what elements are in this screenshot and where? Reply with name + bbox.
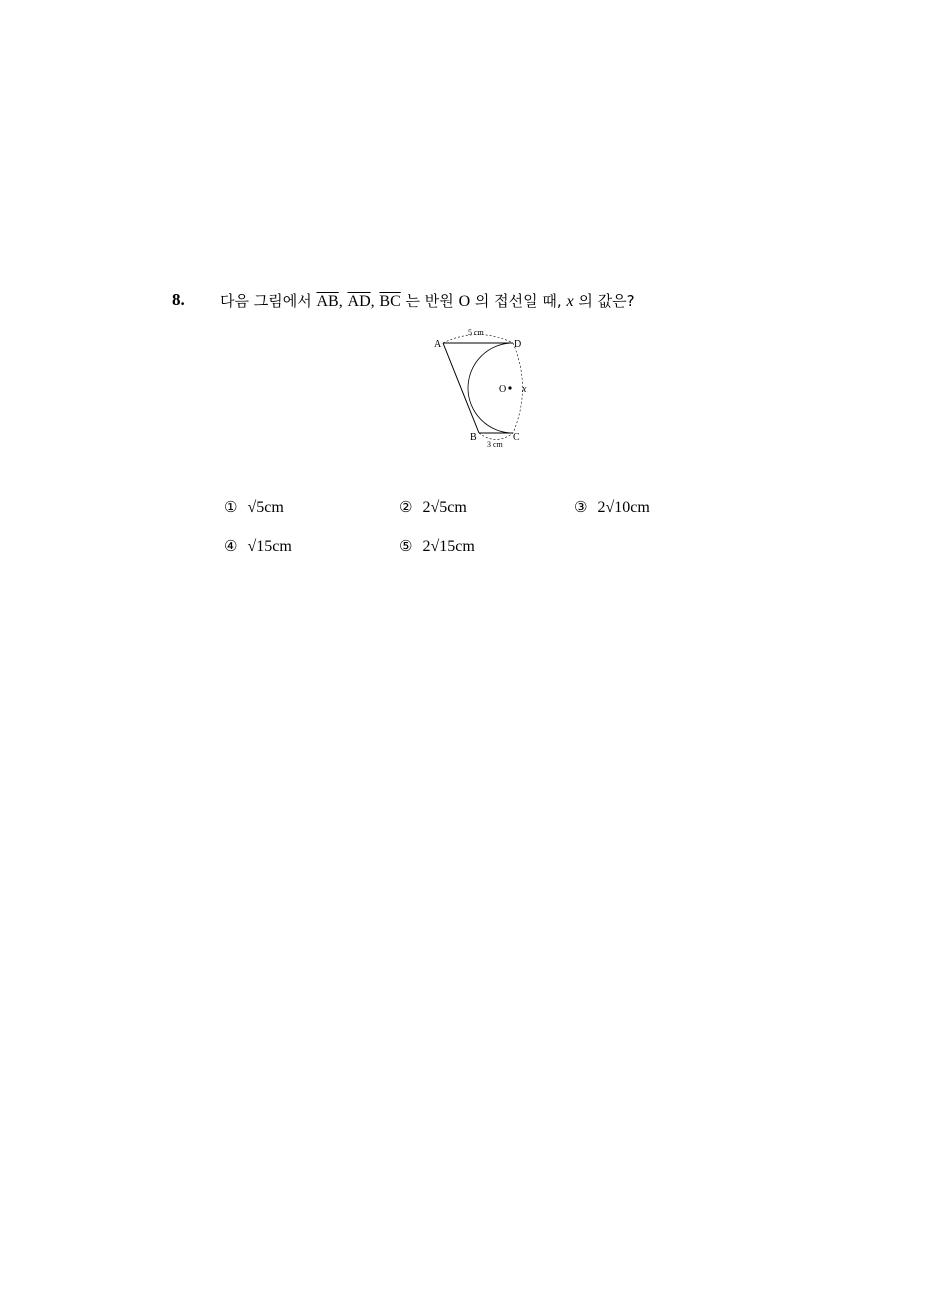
question-text-part-3: 의 접선일 때,	[474, 292, 562, 310]
semicircle-diagram	[420, 322, 540, 452]
point-o-label: O	[458, 293, 471, 310]
question-number: 8.	[172, 290, 185, 309]
segment-ab-line	[443, 343, 479, 433]
segment-bc: $\overline{BC}$	[379, 293, 401, 310]
label-length-ad: 5 cm	[468, 328, 484, 337]
label-o: O	[499, 384, 507, 395]
choice-3[interactable]	[574, 498, 650, 517]
choice-3-value: 2√10cm	[597, 499, 650, 516]
question-text-part-4: 의 값은?	[578, 292, 635, 310]
question-text: 다음 그림에서 $\overline{AB}$, $\overline{AD}$, $\overline{BC}$ 는 반원 O 의 접선일 때, x 의 값은?	[220, 292, 635, 310]
choice-5[interactable]	[399, 537, 475, 556]
variable-x: x	[566, 293, 574, 310]
choice-3-number: ③	[574, 498, 588, 516]
label-a: A	[434, 339, 442, 350]
question-text-part-1: 다음 그림에서	[220, 292, 312, 310]
geometry-figure	[420, 322, 540, 452]
semicircle-arc	[468, 343, 513, 433]
choice-4-number: ④	[224, 537, 238, 555]
center-o-point	[508, 386, 511, 389]
choice-2-value: 2√5cm	[422, 499, 467, 516]
label-c: C	[513, 432, 520, 443]
choice-1-value: √5cm	[247, 499, 284, 516]
label-d: D	[514, 339, 522, 350]
choice-5-number: ⑤	[399, 537, 413, 555]
label-b: B	[470, 432, 477, 443]
choice-1[interactable]	[224, 498, 284, 517]
segment-ad: $\overline{AD}$	[347, 293, 371, 310]
choice-4-value: √15cm	[247, 538, 292, 555]
choice-5-value: 2√15cm	[422, 538, 475, 555]
choice-2[interactable]	[399, 498, 467, 517]
segment-ab: $\overline{AB}$	[316, 293, 339, 310]
choice-4[interactable]	[224, 537, 292, 556]
label-length-bc: 3 cm	[487, 440, 503, 449]
question-text-part-2: 는 반원	[405, 292, 454, 310]
choice-2-number: ②	[399, 498, 413, 516]
label-x: x	[522, 384, 527, 395]
dimension-arc-bc	[479, 433, 513, 440]
choice-1-number: ①	[224, 498, 238, 516]
